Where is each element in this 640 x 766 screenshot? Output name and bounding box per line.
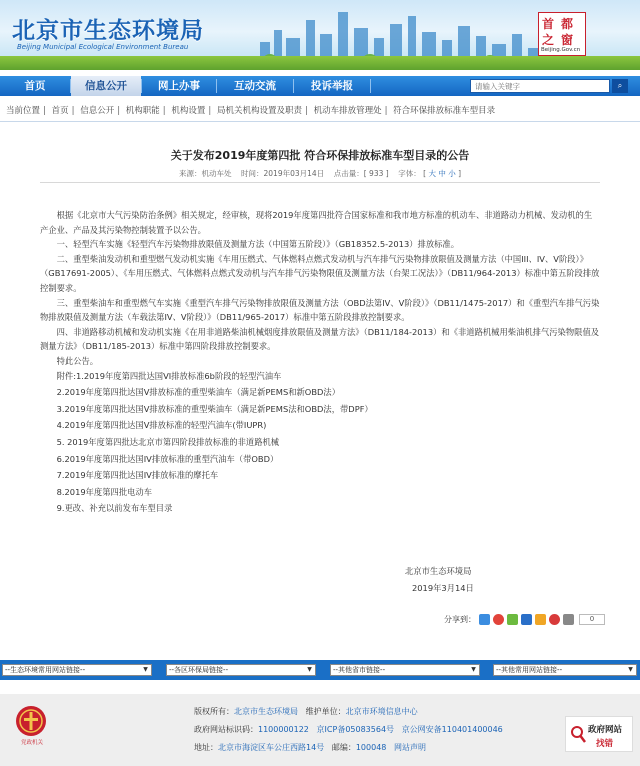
attachment-link[interactable]: 9.更改、补充以前发布车型目录 — [56, 503, 173, 514]
address-label: 地址： — [194, 743, 218, 752]
attachment-link[interactable]: 5. 2019年度第四批达北京市第四阶段排放标准的非道路机械 — [56, 436, 280, 447]
breadcrumb-item[interactable]: 机构职能 — [125, 106, 160, 116]
gov-badge-subtitle: 找错 — [596, 739, 614, 749]
share-plus-icon[interactable] — [563, 614, 574, 625]
footer-line-copyright — [194, 706, 418, 717]
font-small-link[interactable]: 小 — [448, 169, 456, 178]
select-value: --各区环保局链接-- — [169, 666, 229, 674]
police-link[interactable]: 京公网安备110401400046 — [401, 725, 503, 734]
logo-char: 之 — [542, 33, 555, 47]
article-paragraph: 根据《北京市大气污染防治条例》相关规定，经审核，现将2019年度第四批符合国家标准和我市地方标准的机动车、非道路动力机械、发动机的生产企业、产品及其污染物控制装置予以公告。 — [40, 210, 593, 235]
meta-time-label: 时间： — [241, 169, 264, 178]
attachment-link[interactable]: 8.2019年度第四批电动车 — [56, 486, 153, 497]
postcode-label: 邮编： — [331, 743, 356, 752]
logo-char: 都 — [561, 17, 574, 31]
share-more-icon[interactable] — [549, 614, 560, 625]
address: 北京市海淀区车公庄西路14号 — [218, 743, 325, 752]
breadcrumb-item[interactable]: 局机关机构设置及职责 — [216, 106, 302, 116]
sponsor-label: 版权所有： — [194, 707, 234, 716]
breadcrumb-item[interactable]: 机动车排放管理处 — [313, 106, 382, 116]
gov-badge-title: 政府网站 — [588, 725, 623, 735]
select-value: --生态环境常用网站链接-- — [5, 666, 86, 674]
share-qzone-icon[interactable] — [479, 614, 490, 625]
font-medium-link[interactable]: 中 — [438, 169, 446, 178]
breadcrumb-prefix: 当前位置 — [6, 106, 41, 116]
meta-clicks: [ 933 ] — [363, 169, 389, 178]
meta-divider — [40, 182, 600, 183]
link-select-ecology[interactable] — [2, 664, 152, 676]
article-paragraph: 一、轻型汽车实施《轻型汽车污染物排放限值及测量方法（中国第五阶段）》（GB18352.5-2013）排放标准。 — [56, 239, 460, 250]
select-value: --其他省市链接-- — [333, 666, 386, 674]
chevron-down-icon: ▼ — [471, 666, 476, 673]
article-paragraph: 三、重型柴油车和重型燃气车实施《重型汽车排气污染物排放限值及测量方法（OBD法第IV、V阶段）》（DB11/1475-2017）和《重型汽车排气污染物排放限值及测量方法（车载法第IV、V阶段）》（DB11/965-2017）标准中第五阶段排放控制要求。 — [40, 297, 600, 323]
link-select-district[interactable] — [166, 664, 316, 676]
search-icon: ⌕ — [617, 81, 623, 90]
article-meta: 来源：机动车处 时间：2019年03月14日 点击量：[ 933 ] 字体： [ 大 中 小 ] — [178, 169, 462, 178]
meta-source-label: 来源： — [178, 169, 202, 178]
maintainer[interactable]: 北京市环境信息中心 — [345, 707, 418, 716]
meta-clicks-label: 点击量： — [333, 169, 364, 178]
footer-line-ids — [194, 724, 503, 735]
capital-window-logo[interactable] — [538, 12, 586, 56]
icp-link[interactable]: 京ICP备05083564号 — [316, 725, 395, 734]
share-tencent-icon[interactable] — [521, 614, 532, 625]
breadcrumb-item[interactable]: 信息公开 — [80, 106, 115, 116]
share-count: 0 — [579, 614, 605, 625]
breadcrumb: 当前位置 | 首页 | 信息公开 | 机构职能 | 机构设置 | 局机关机构设置及职责 | 机动车排放管理处 | 符合环保排放标准车型目录 — [6, 106, 496, 116]
attachment-link[interactable]: 附件:1.2019年度第四批达国VI排放标准6b阶段的轻型汽油车 — [56, 370, 282, 381]
font-large-link[interactable]: 大 — [428, 169, 436, 178]
nav-item-home[interactable]: 首页 — [24, 80, 46, 92]
share-weibo-icon[interactable] — [493, 614, 504, 625]
breadcrumb-item[interactable]: 首页 — [51, 106, 69, 116]
breadcrumb-item[interactable]: 符合环保排放标准车型目录 — [393, 106, 496, 116]
main-nav — [0, 76, 640, 96]
link-select-other[interactable] — [493, 664, 637, 676]
party-label: 党政机关 — [20, 740, 43, 746]
attachment-link[interactable]: 7.2019年度第四批达国IV排放标准的摩托车 — [56, 470, 219, 481]
attachment-link[interactable]: 6.2019年度第四批达国IV排放标准的重型汽油车（带OBD） — [56, 453, 279, 464]
nav-item-complaint[interactable]: 投诉举报 — [311, 80, 353, 92]
magnifier-icon — [570, 725, 586, 743]
attachment-link[interactable]: 2.2019年度第四批达国Ⅴ排放标准的重型柴油车（满足新PEMS和新OBD法） — [56, 387, 341, 398]
breadcrumb-divider — [0, 121, 640, 122]
nav-item-interaction[interactable]: 互动交流 — [234, 80, 276, 92]
logo-caption: Beijing.Gov.cn — [541, 47, 581, 53]
logo-char: 首 — [542, 17, 555, 31]
share-wechat-icon[interactable] — [535, 614, 546, 625]
chevron-down-icon: ▼ — [307, 666, 312, 673]
meta-time: 2019年03月14日 — [263, 169, 325, 178]
maintainer-label: 维护单位： — [305, 707, 346, 716]
select-value: --其他常用网站链接-- — [496, 666, 563, 674]
gov-id: 1100000122 — [258, 725, 309, 734]
breadcrumb-item[interactable]: 机构设置 — [171, 106, 206, 116]
search-input[interactable] — [470, 79, 610, 93]
link-select-province[interactable] — [330, 664, 480, 676]
nav-divider — [370, 79, 371, 93]
share-bar — [444, 614, 605, 625]
meta-source: 机动车处 — [201, 169, 232, 178]
gov-website-error-badge[interactable] — [565, 716, 633, 752]
article-paragraph: 二、重型柴油发动机和重型燃气发动机实施《车用压燃式、气体燃料点燃式发动机与汽车排气污染物排放限值及测量方法（中国III、IV、V阶段）》（GB17691-2005）、《车用压燃式、气体燃料点燃式发动机与汽车排气污染物限值及测量方法（台架工况法）》（DB11/964-2013）标准中第五阶段排放控制要求。 — [40, 253, 600, 293]
logo-char: 窗 — [561, 33, 574, 47]
postcode: 100048 — [355, 743, 387, 752]
site-title[interactable]: 北京市生态环境局 — [12, 17, 204, 44]
site-subtitle: Beijing Municipal Ecological Environment Bureau — [17, 43, 189, 51]
grass-strip — [0, 56, 640, 70]
sponsor[interactable]: 北京市生态环境局 — [234, 707, 298, 716]
gov-id-label: 政府网站标识码： — [194, 725, 258, 734]
signature-org: 北京市生态环境局 — [405, 566, 472, 576]
header-banner — [0, 0, 640, 70]
meta-font-label: 字体： — [398, 169, 421, 178]
footer-line-address — [194, 742, 426, 753]
article-title: 关于发布2019年度第四批 符合环保排放标准车型目录的公告 — [170, 149, 470, 162]
share-renren-icon[interactable] — [507, 614, 518, 625]
chevron-down-icon: ▼ — [628, 666, 633, 673]
attachment-link[interactable]: 4.2019年度第四批达国Ⅴ排放标准的轻型汽油车(带IUPR) — [56, 420, 267, 431]
article-content — [40, 208, 600, 518]
search-button[interactable] — [612, 79, 628, 93]
link-bar — [0, 660, 640, 680]
share-label: 分享到： — [444, 615, 476, 624]
attachment-link[interactable]: 3.2019年度第四批达国Ⅴ排放标准的重型柴油车（满足新PEMS法和OBD法，带DPF） — [56, 403, 373, 414]
article-paragraph: 四、非道路移动机械和发动机实施《在用非道路柴油机械烟度排放限值及测量方法》（DB11/184-2013）和《非道路机械用柴油机排气污染物限值及测量方法》（DB11/185-2013）标准中第四阶段排放控制要求。 — [40, 326, 600, 352]
nav-item-info-public[interactable]: 信息公开 — [71, 76, 141, 96]
statement-link[interactable]: 网站声明 — [394, 743, 427, 752]
signature-date: 2019年3月14日 — [412, 583, 474, 593]
nav-item-online-service[interactable]: 网上办事 — [158, 80, 200, 92]
article-paragraph: 特此公告。 — [56, 355, 99, 366]
chevron-down-icon: ▼ — [143, 666, 148, 673]
